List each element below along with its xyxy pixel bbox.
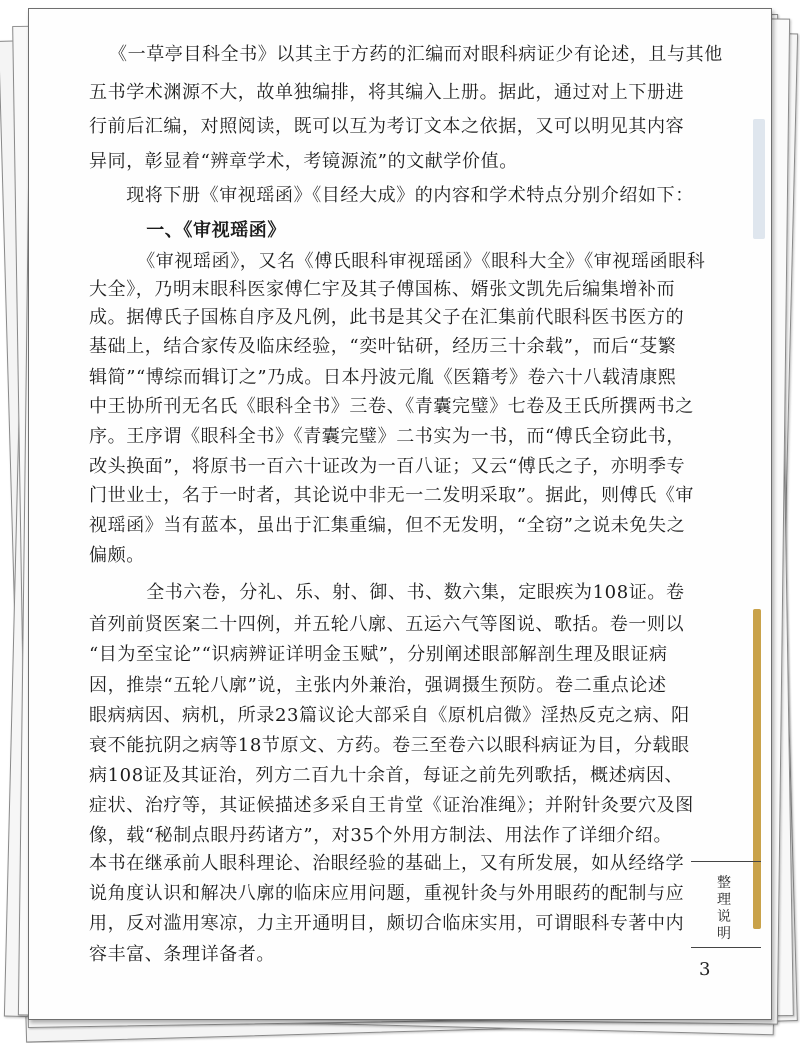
document-page bbox=[28, 8, 772, 1020]
text-line: 现将下册《审视瑶函》《目经大成》的内容和学术特点分别介绍如下： bbox=[89, 185, 694, 206]
text-line: 说角度认识和解决八廓的临床应用问题，重视针灸与外用眼药的配制与应 bbox=[89, 883, 685, 904]
section-sidebar bbox=[691, 861, 761, 947]
text-line: 病108证及其证治，列方二百九十余首，每证之前先列歌括，概述病因、 bbox=[89, 765, 684, 786]
text-line: 症状、治疗等，其证候描述多采自王肯堂《证治准绳》；并附针灸要穴及图 bbox=[89, 795, 694, 816]
text-line: 《审视瑶函》，又名《傅氏眼科审视瑶函》《眼科大全》《审视瑶函眼科 bbox=[109, 251, 706, 272]
page-number: 3 bbox=[699, 959, 711, 980]
text-line: 偏颇。 bbox=[89, 545, 145, 566]
sidebar-label: 整理说明 bbox=[717, 875, 732, 942]
text-line: 改头换面”，将原书一百六十证改为一百八证；又云“傅氏之子，亦明季专 bbox=[89, 456, 686, 477]
text-line: 异同，彰显着“辨章学术，考镜源流”的文献学价值。 bbox=[89, 151, 518, 172]
text-line: 用，反对滥用寒凉，力主开通明目，颇切合临床实用，可谓眼科专著中内 bbox=[89, 913, 685, 934]
text-line: 视瑶函》当有蓝本，虽出于汇集重编，但不无发明，“全窃”之说未免失之 bbox=[89, 515, 686, 536]
text-line: 大全》，乃明末眼科医家傅仁宇及其子傅国栋、婿张文凯先后编集增补而 bbox=[89, 279, 676, 300]
sidebar-rule-bottom bbox=[691, 947, 761, 948]
text-line: 行前后汇编，对照阅读，既可以互为考订文本之依据，又可以明见其内容 bbox=[89, 116, 685, 137]
text-line: 首列前贤医案二十四例，并五轮八廓、五运六气等图说、歌括。卷一则以 bbox=[89, 614, 685, 635]
text-line: 序。王序谓《眼科全书》《青囊完璧》二书实为一书，而“傅氏全窃此书， bbox=[89, 426, 685, 447]
text-line: 眼病病因、病机，所录23篇议论大部采自《原机启微》淫热反克之病、阳 bbox=[89, 705, 690, 726]
section-heading: 一、《审视瑶函》 bbox=[109, 220, 286, 241]
text-line: 成。据傅氏子国栋自序及凡例，此书是其父子在汇集前代眼科医书医方的 bbox=[89, 307, 685, 328]
text-line: 辑简”“博综而辑订之”乃成。日本丹波元胤《医籍考》卷六十八载清康熙 bbox=[89, 367, 677, 388]
sidebar-rule-top bbox=[691, 861, 761, 862]
text-line: 《一草亭目科全书》以其主于方药的汇编而对眼科病证少有论述，且与其他 bbox=[109, 44, 723, 65]
page-edge-decoration bbox=[753, 119, 765, 239]
text-line: 中王协所刊无名氏《眼科全书》三卷、《青囊完璧》七卷及王氏所撰两书之 bbox=[89, 396, 694, 417]
text-line: 门世业士，名于一时者，其论说中非无一二发明采取”。据此，则傅氏《审 bbox=[89, 485, 694, 506]
text-line: 基础上，结合家传及临床经验，“奕叶钻研，经历三十余载”，而后“芟繁 bbox=[89, 336, 677, 357]
text-line: 容丰富、条理详备者。 bbox=[89, 944, 275, 965]
text-line: 五书学术渊源不大，故单独编排，将其编入上册。据此，通过对上下册进 bbox=[89, 82, 685, 103]
text-line: 衰不能抗阴之病等18节原文、方药。卷三至卷六以眼科病证为目，分载眼 bbox=[89, 735, 690, 756]
text-line: 全书六卷，分礼、乐、射、御、书、数六集，定眼疾为108证。卷 bbox=[109, 582, 685, 603]
text-line: 因，推崇“五轮八廓”说，主张内外兼治，强调摄生预防。卷二重点论述 bbox=[89, 675, 667, 696]
text-line: 本书在继承前人眼科理论、治眼经验的基础上，又有所发展，如从经络学 bbox=[89, 853, 685, 874]
text-line: “目为至宝论”“识病辨证详明金玉赋”，分别阐述眼部解剖生理及眼证病 bbox=[89, 644, 668, 665]
text-line: 像，载“秘制点眼丹药诸方”，对35个外用方制法、用法作了详细介绍。 bbox=[89, 825, 673, 846]
